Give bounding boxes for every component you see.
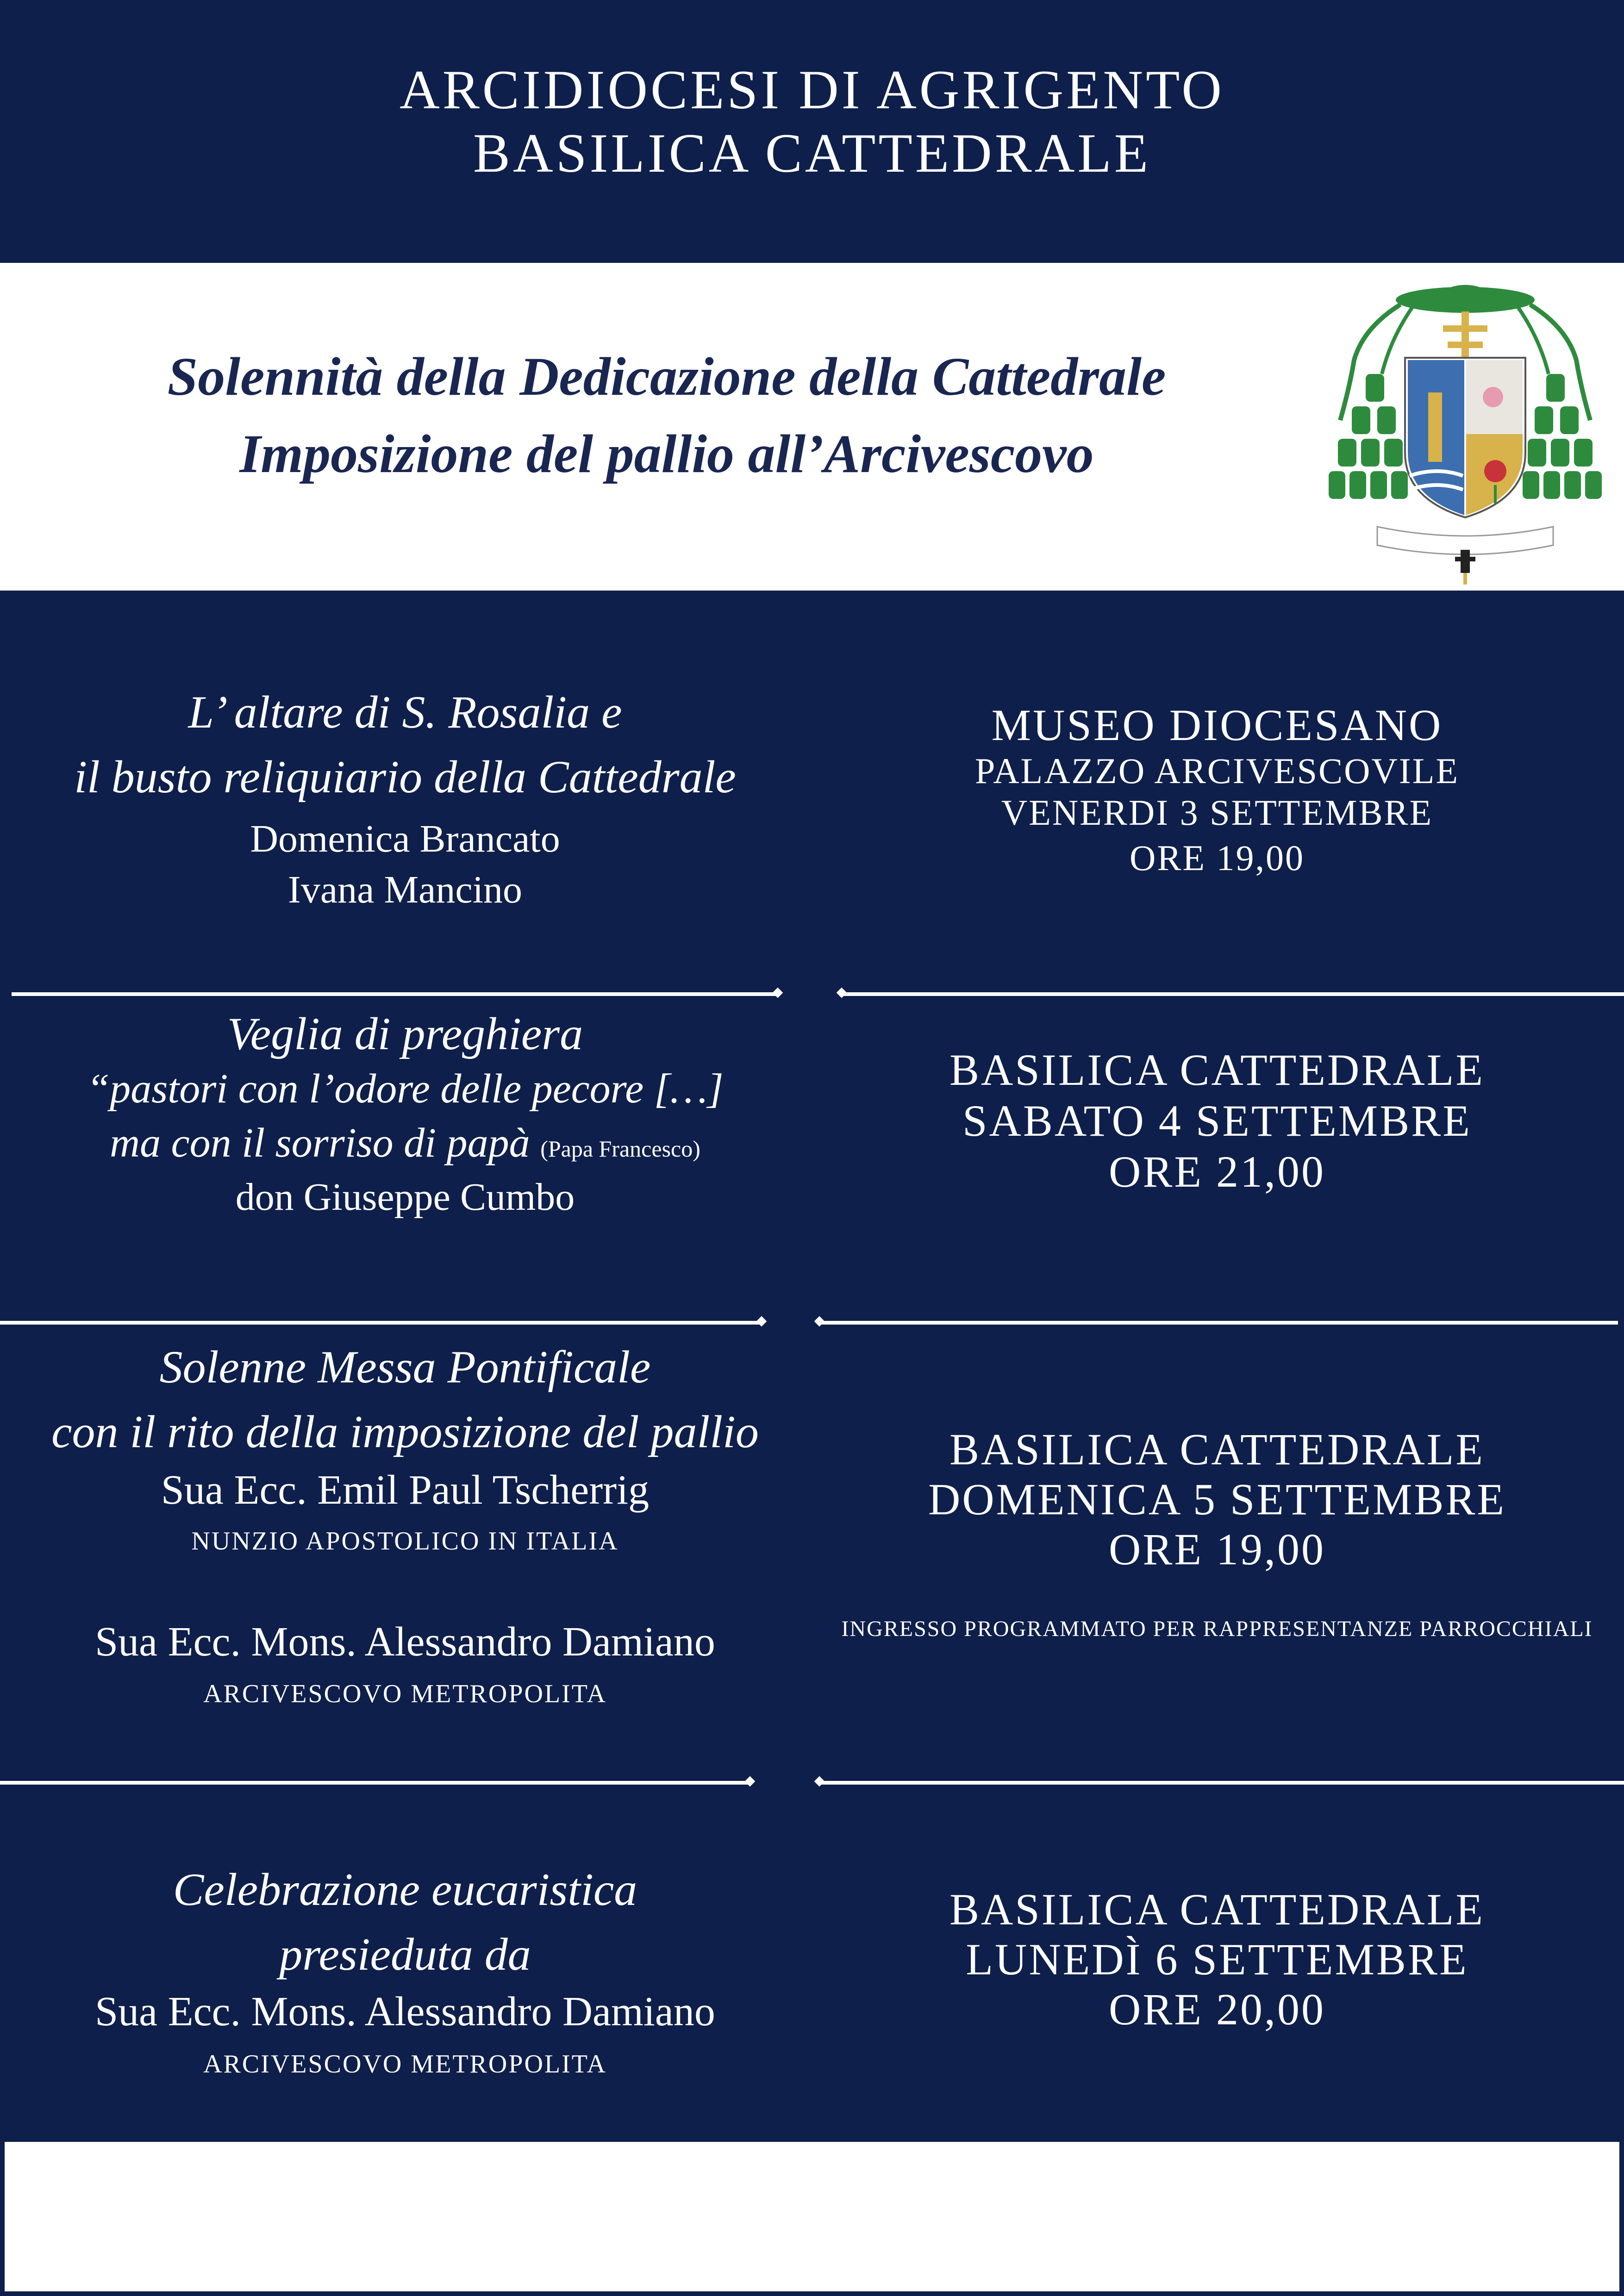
event-1-title-line-2: il busto reliquiario della Cattedrale [74, 751, 736, 803]
event-title: Solennità della Dedicazione della Cattedrale [167, 346, 1166, 407]
header-band [0, 0, 1624, 263]
event-4-speaker-role: ARCIVESCOVO METROPOLITA [203, 2050, 607, 2078]
divider-3-right [819, 1781, 1624, 1785]
footer-blank-area [0, 2142, 1624, 2296]
event-subtitle: Imposizione del pallio all’Arcivescovo [239, 423, 1094, 484]
divider-1-left [12, 992, 778, 996]
event-3-location: BASILICA CATTEDRALE [949, 1425, 1485, 1474]
event-4-location: BASILICA CATTEDRALE [949, 1885, 1485, 1934]
event-1-description [0, 591, 810, 989]
event-3-speaker-2-role: ARCIVESCOVO METROPOLITA [203, 1680, 607, 1708]
event-1-details [810, 591, 1624, 989]
divider-1-right [842, 992, 1624, 996]
divider-2-right [819, 1321, 1618, 1325]
event-3-date: DOMENICA 5 SETTEMBRE [928, 1475, 1506, 1524]
event-4-title-line-1: Celebrazione eucaristica [173, 1864, 637, 1915]
event-4-date: LUNEDÌ 6 SETTEMBRE [966, 1935, 1468, 1984]
event-2-citation: (Papa Francesco) [540, 1136, 700, 1162]
event-2-date: SABATO 4 SETTEMBRE [962, 1096, 1472, 1145]
event-1-date: VENERDI 3 SETTEMBRE [1001, 792, 1433, 833]
coat-of-arms-icon [1322, 268, 1609, 587]
basilica-name: BASILICA CATTEDRALE [473, 122, 1151, 184]
event-1-location: MUSEO DIOCESANO [991, 700, 1443, 750]
event-2-quote-text: ma con il sorriso di papà [110, 1120, 530, 1166]
divider-3-left [0, 1781, 750, 1785]
divider-2-left [0, 1321, 762, 1325]
event-2-title: Veglia di preghiera [227, 1008, 583, 1059]
event-3-speaker-2: Sua Ecc. Mons. Alessandro Damiano [95, 1619, 715, 1665]
diocese-name: ARCIDIOCESI DI AGRIGENTO [400, 59, 1224, 120]
event-3-speaker-1-role: NUNZIO APOSTOLICO IN ITALIA [191, 1527, 619, 1556]
event-2-location: BASILICA CATTEDRALE [949, 1045, 1485, 1095]
event-3-note: INGRESSO PROGRAMMATO PER RAPPRESENTANZE PARROCCHIALI [841, 1617, 1593, 1641]
event-3-title-line-2: con il rito della imposizione del pallio [51, 1406, 759, 1457]
event-3-speaker-1: Sua Ecc. Emil Paul Tscherrig [161, 1467, 650, 1513]
event-1-venue: PALAZZO ARCIVESCOVILE [975, 751, 1459, 791]
event-3-title-line-1: Solenne Messa Pontificale [159, 1341, 651, 1393]
event-2-quote-line-2 [0, 1119, 810, 1167]
event-1-speaker-2: Ivana Mancino [287, 868, 523, 911]
event-1-title-line-1: L’ altare di S. Rosalia e [188, 686, 622, 738]
title-band [0, 263, 1624, 591]
event-3-time: ORE 19,00 [1109, 1524, 1325, 1574]
event-4-speaker: Sua Ecc. Mons. Alessandro Damiano [95, 1989, 715, 2035]
event-4-title-line-2: presieduta da [279, 1929, 531, 1980]
event-2-speaker: don Giuseppe Cumbo [235, 1176, 575, 1219]
event-1-time: ORE 19,00 [1130, 838, 1305, 878]
event-2-quote-line-1: “pastori con l’odore delle pecore […] [87, 1066, 724, 1112]
event-4-time: ORE 20,00 [1109, 1985, 1325, 2034]
program-body [0, 591, 1624, 2142]
event-1-speaker-1: Domenica Brancato [250, 817, 560, 860]
event-2-time: ORE 21,00 [1109, 1147, 1325, 1196]
